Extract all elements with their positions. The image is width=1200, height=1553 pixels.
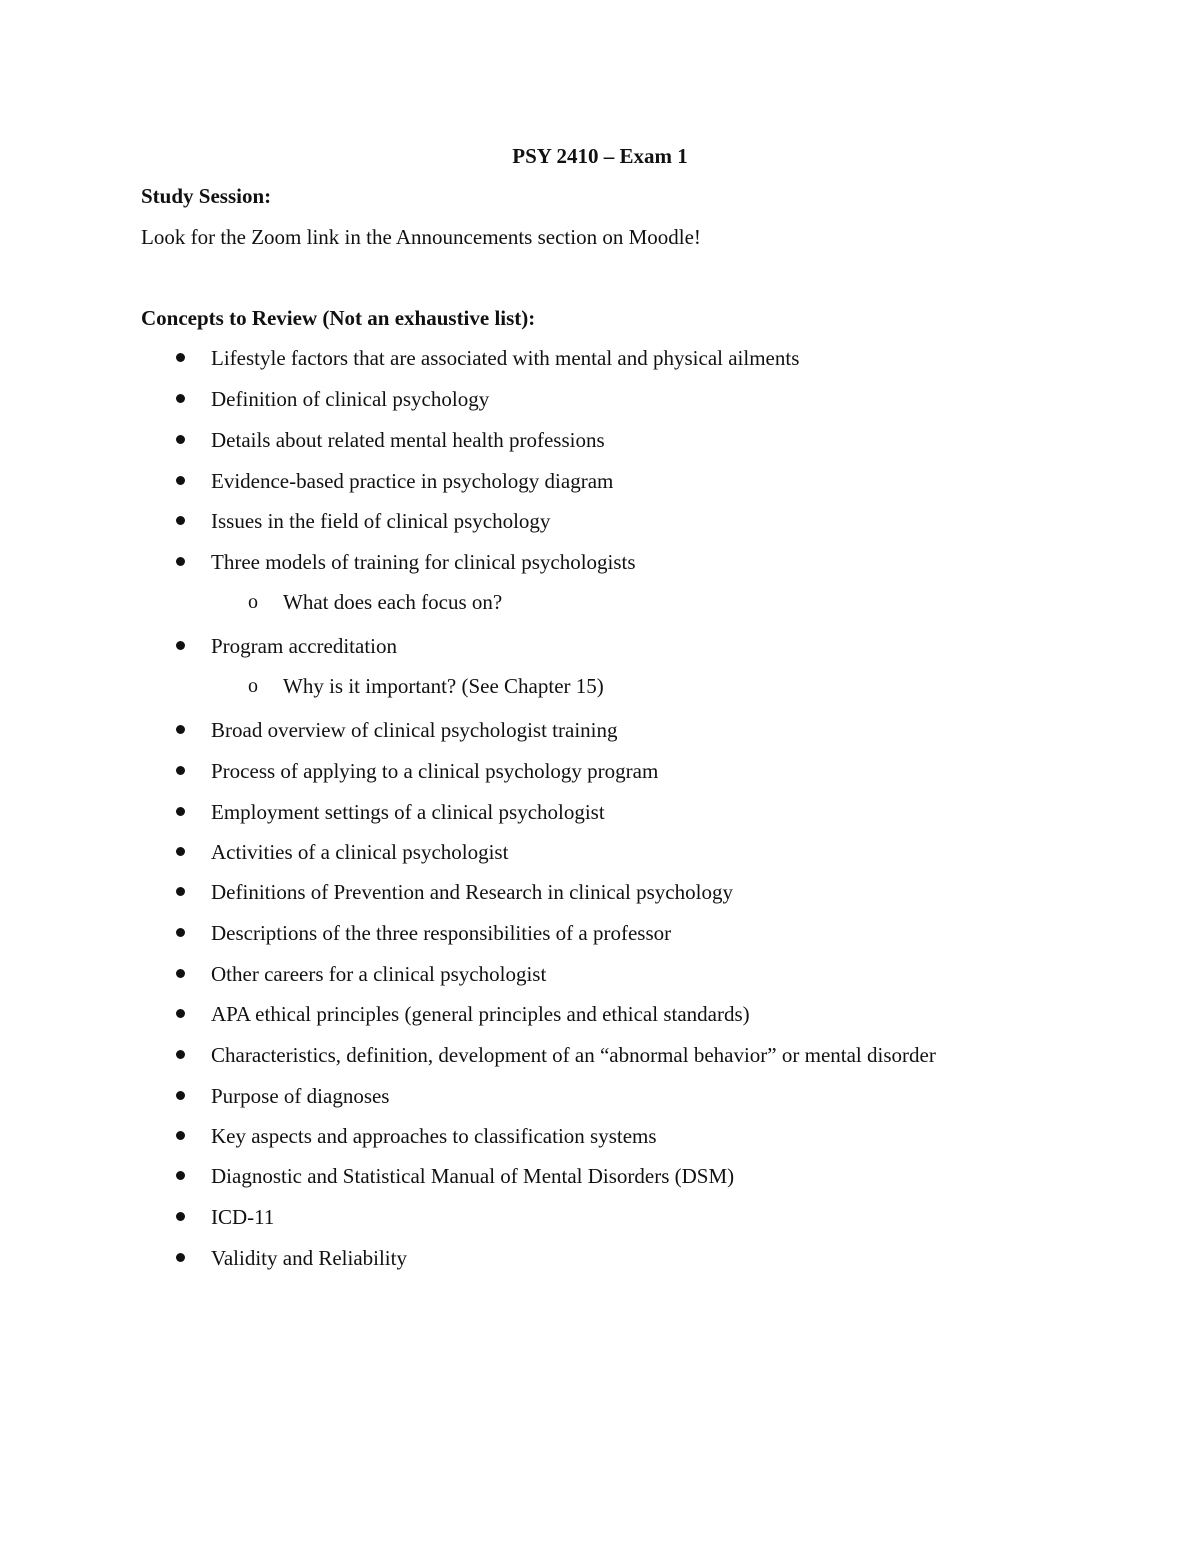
list-item-text: Employment settings of a clinical psychologist <box>211 800 605 824</box>
list-item-text: Program accreditation <box>211 634 398 658</box>
bullet-icon <box>176 928 185 937</box>
bullet-icon <box>176 1212 185 1221</box>
list-item-text: APA ethical principles (general principles and ethical standards) <box>211 1002 750 1026</box>
list-item-text: Validity and Reliability <box>211 1246 407 1270</box>
circle-bullet-icon: o <box>248 675 258 697</box>
bullet-icon <box>176 394 185 403</box>
bullet-icon <box>176 847 185 856</box>
list-item-text: Activities of a clinical psychologist <box>211 840 509 864</box>
list-item-text: Diagnostic and Statistical Manual of Mental Disorders (DSM) <box>211 1164 735 1188</box>
bullet-icon <box>176 516 185 525</box>
bullet-icon <box>176 887 185 896</box>
study-session-text: Look for the Zoom link in the Announcements section on Moodle! <box>141 225 701 249</box>
list-item-text: Evidence-based practice in psychology diagram <box>211 469 614 493</box>
bullet-icon <box>176 969 185 978</box>
circle-bullet-icon: o <box>248 591 258 613</box>
bullet-icon <box>176 725 185 734</box>
list-item-text: Broad overview of clinical psychologist training <box>211 718 618 742</box>
list-item-text: Issues in the field of clinical psychology <box>211 509 551 533</box>
list-item-text: Details about related mental health professions <box>211 428 605 452</box>
bullet-icon <box>176 1091 185 1100</box>
list-item-text: Definition of clinical psychology <box>211 387 490 411</box>
list-item-text: ICD-11 <box>211 1205 275 1229</box>
list-item-text: What does each focus on? <box>283 590 503 614</box>
list-item-text: Three models of training for clinical psychologists <box>211 550 636 574</box>
bullet-icon <box>176 1009 185 1018</box>
list-item-text: Lifestyle factors that are associated with mental and physical ailments <box>211 346 800 370</box>
bullet-icon <box>176 1171 185 1180</box>
document-title: PSY 2410 – Exam 1 <box>512 144 688 168</box>
list-item-text: Definitions of Prevention and Research in clinical psychology <box>211 880 733 904</box>
bullet-icon <box>176 1050 185 1059</box>
bullet-icon <box>176 641 185 650</box>
bullet-icon <box>176 766 185 775</box>
study-session-heading: Study Session: <box>141 184 272 208</box>
bullet-icon <box>176 435 185 444</box>
list-item-text: Other careers for a clinical psychologist <box>211 962 547 986</box>
list-item-text: Why is it important? (See Chapter 15) <box>283 674 604 698</box>
bullet-icon <box>176 1253 185 1262</box>
bullet-icon <box>176 1131 185 1140</box>
concepts-heading: Concepts to Review (Not an exhaustive list): <box>141 306 536 330</box>
list-item-text: Process of applying to a clinical psychology program <box>211 759 659 783</box>
list-item-text: Purpose of diagnoses <box>211 1084 390 1108</box>
bullet-icon <box>176 353 185 362</box>
list-item-text: Key aspects and approaches to classification systems <box>211 1124 657 1148</box>
list-item-text: Characteristics, definition, development of an “abnormal behavior” or mental disorder <box>211 1043 936 1067</box>
bullet-icon <box>176 476 185 485</box>
bullet-icon <box>176 557 185 566</box>
bullet-icon <box>176 807 185 816</box>
list-item-text: Descriptions of the three responsibilities of a professor <box>211 921 672 945</box>
